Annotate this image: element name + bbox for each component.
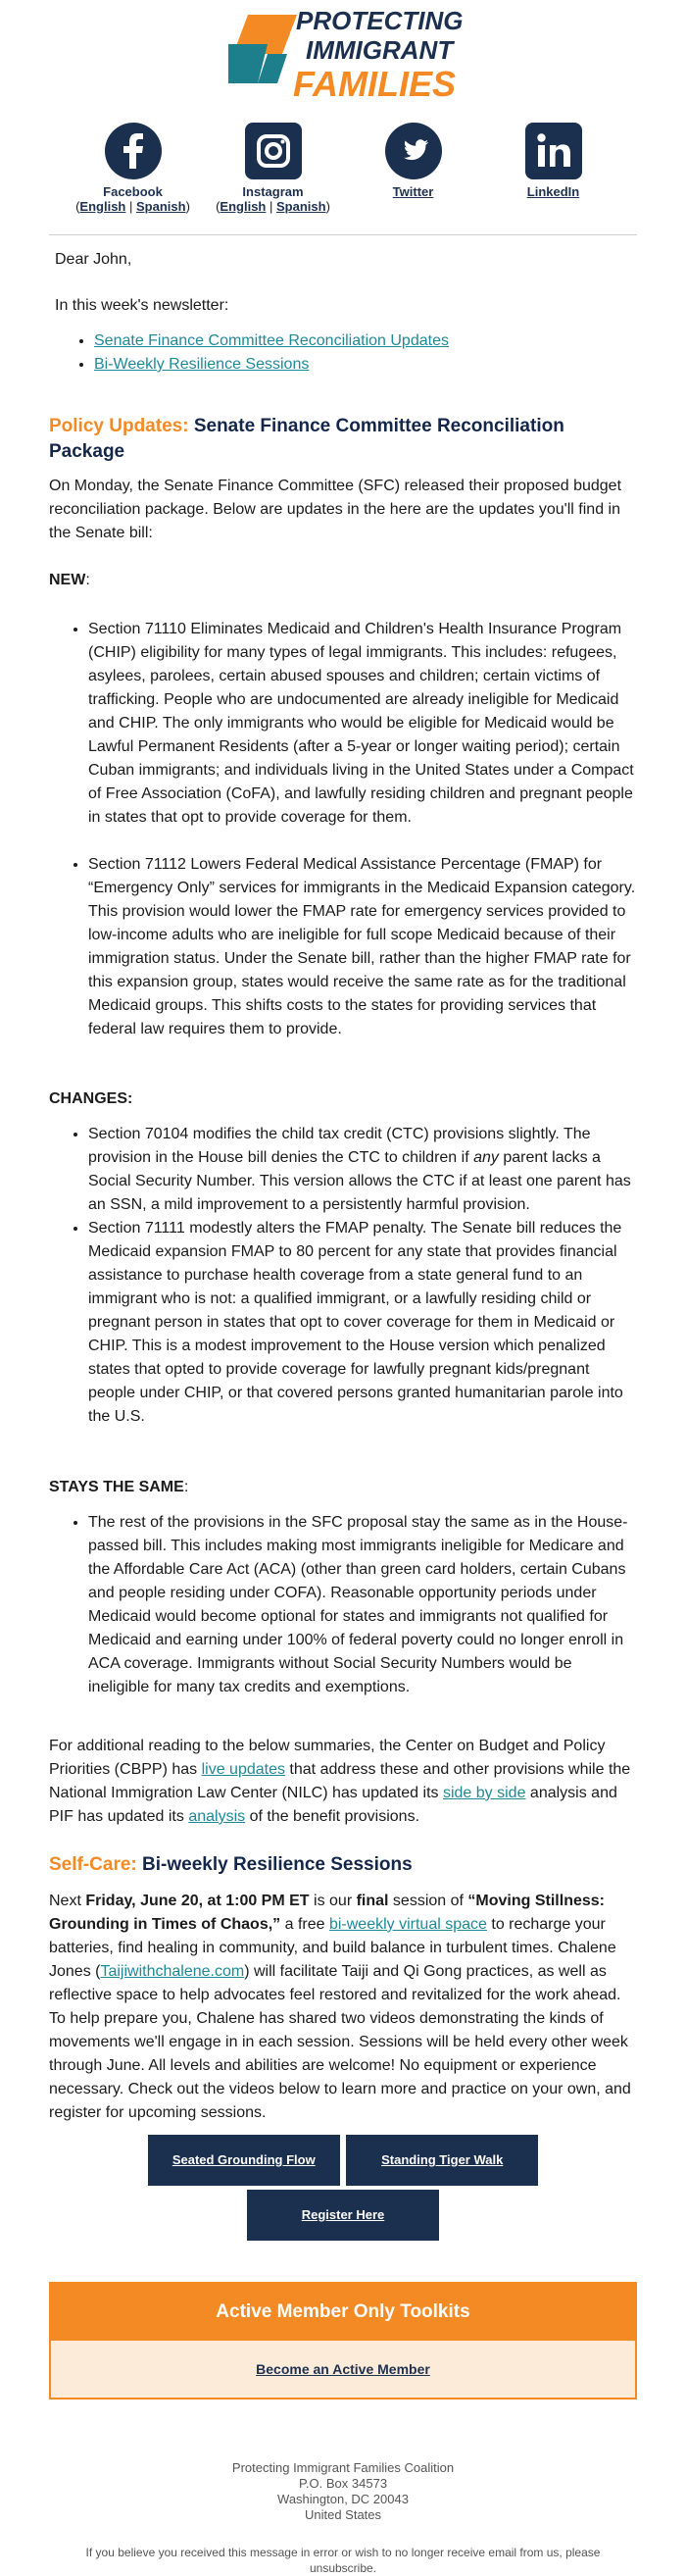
pif-analysis-link[interactable]: analysis [188, 1808, 246, 1825]
newsletter [49, 0, 637, 2576]
instagram-label: Instagram [242, 184, 304, 199]
footer-city: Washington, DC 20043 [277, 2492, 409, 2506]
new-list [49, 618, 637, 1041]
new-item: • Section 71110 Eliminates Medicaid and Children's Health Insurance Program (CHIP) eligibility for many types of legal immigrants. This includes: refugees, asylees, parolees, certain abused spouses and children; certain victims of trafficking. People who are undocumented are already ineligible for Medicaid and CHIP. The only immigrants who would be eligible for Medicaid would be Lawful Permanent Residents (after a 5-year or longer waiting period); certain Cuban immigrants; and individuals living in the United States under a Compact of Free Association (CoFA), and lawfully residing children and pregnant people in states that opt to provide coverage for them. [88, 618, 637, 830]
register-here-button[interactable]: Register Here [247, 2190, 439, 2241]
facebook-separator: | [125, 199, 136, 214]
selfcare-body: Next Friday, June 20, at 1:00 PM ET is our final session of “Moving Stillness: Grounding in Times of Chaos,” a free bi-weekly virtual space to recharge your batteries, find healing in community, and build balance in turbulent times. Chalene Jones (Taijiwithchalene.com) will facilitate Taiji and Qi Gong practices, as well as reflective space to help advocates feel restored and revitalized for the work ahead. To help prepare you, Chalene has shared two videos demonstrating the kinds of movements we'll engage in in each session. Sessions will be held every other week through June. All levels and abilities are welcome! No equipment or experience necessary. Check out the videos below to learn more and practice on your own, and register for upcoming sessions. [49, 1893, 631, 2121]
policy-heading-prefix: Policy Updates: [49, 416, 189, 436]
instagram-icon[interactable] [244, 122, 303, 180]
taiji-website-link[interactable]: Taijiwithchalene.com [100, 1963, 245, 1980]
footer-country: United States [304, 2507, 382, 2522]
facebook-icon[interactable] [104, 122, 163, 180]
instagram-separator: | [266, 199, 276, 214]
toc-link-senate[interactable]: Senate Finance Committee Reconciliation Updates [94, 332, 449, 349]
logo-text [293, 6, 464, 104]
become-active-member-link[interactable]: Become an Active Member [256, 2361, 430, 2377]
toc-item [94, 329, 637, 353]
policy-lead: On Monday, the Senate Finance Committee (SFC) released their proposed budget reconciliation package. Below are updates in the here are the updates you'll find in the Senate bill: [49, 478, 622, 541]
header-divider [49, 234, 637, 235]
selfcare-heading [49, 1852, 637, 1878]
linkedin-link[interactable]: LinkedIn [526, 184, 580, 199]
nilc-side-by-side-link[interactable]: side by side [442, 1785, 526, 1801]
policy-heading-title: Senate Finance Committee Reconciliation Package [49, 416, 564, 462]
standing-tiger-walk-button[interactable]: Standing Tiger Walk [346, 2135, 538, 2186]
change-item: • Section 71111 modestly alters the FMAP penalty. The Senate bill reduces the Medicaid expansion FMAP to 80 percent for any state that provides financial assistance to purchase health coverage from a state general fund to an immigrant who is not: a qualified immigrant, or a lawfully residing child or pregnant person in states that opt to cover coverage for them in Medicaid or CHIP. This is a modest improvement to the House version which penalized states that opted to provide coverage for lawfully pregnant kids/pregnant people under CHIP, or that covered persons granted humanitarian parole into the U.S. [88, 1217, 637, 1429]
social-twitter [355, 122, 472, 214]
footer-address [49, 2460, 637, 2523]
instagram-english-link[interactable]: English [220, 199, 267, 214]
logo-word-2: IMMIGRANT [306, 35, 454, 65]
new-label: NEW: [49, 572, 90, 588]
change-item: • Section 70104 modifies the child tax credit (CTC) provisions slightly. The provision in the House bill denies the CTC to children if any parent lacks a Social Security Number. This version allows the CTC if at least one parent has an SSN, a mild improvement to a persistently harmful provision. [88, 1123, 637, 1217]
social-links [49, 122, 637, 214]
same-label: STAYS THE SAME: [49, 1479, 189, 1495]
social-linkedin [495, 122, 612, 214]
footer-org: Protecting Immigrant Families Coalition [231, 2460, 455, 2475]
same-list [49, 1511, 637, 1699]
selfcare-heading-title: Bi-weekly Resilience Sessions [142, 1854, 413, 1875]
greeting: Dear John, [55, 251, 132, 268]
facebook-english-link[interactable]: English [79, 199, 126, 214]
social-instagram: Instagram (English | Spanish) [215, 122, 332, 214]
same-item: • The rest of the provisions in the SFC proposal stay the same as in the House-passed bill. This includes making most immigrants ineligible for Medicare and the Affordable Care Act (ACA) (other than green card holders, certain Cubans and people residing under COFA). Reasonable opportunity periods under Medicaid would become optional for states and immigrants not qualified for Medicaid and earning under 100% of federal poverty could no longer enroll in ACA coverage. Immigrants without Social Security Numbers would be ineligible for many tax credits and exemptions. [88, 1511, 637, 1699]
social-facebook: Facebook (English | Spanish) [74, 122, 192, 214]
virtual-space-link[interactable]: bi-weekly virtual space [328, 1916, 487, 1933]
new-item: • Section 71112 Lowers Federal Medical Assistance Percentage (FMAP) for “Emergency Only” services for immigrants in the Medicaid Expansion category. This provision would lower the FMAP rate for emergency services provided to low-income adults who are ineligible for full scope Medicaid because of their immigration status. Under the Senate bill, rather than the higher FMAP rate for this expansion group, states would receive the same rate as for the traditional Medicaid groups. This shifts costs to the states for providing services that federal law requires them to provide. [88, 853, 637, 1041]
changes-list [49, 1123, 637, 1429]
logo-word-3: FAMILIES [293, 64, 457, 104]
intro: In this week's newsletter: [55, 297, 229, 314]
footer-pobox: P.O. Box 34573 [298, 2476, 388, 2491]
policy-heading [49, 414, 637, 465]
register-row [49, 2190, 637, 2241]
logo-mark [228, 15, 297, 83]
footer-notice: If you believe you received this message in error or wish to no longer receive email from us, please unsubscribe. [85, 2546, 601, 2575]
changes-label: CHANGES: [49, 1090, 133, 1107]
toolkit-body [51, 2341, 635, 2398]
seated-grounding-flow-button[interactable]: Seated Grounding Flow [148, 2135, 340, 2186]
video-buttons [49, 2135, 637, 2186]
cbpp-live-updates-link[interactable]: live updates [201, 1761, 285, 1778]
linkedin-icon[interactable] [524, 122, 583, 180]
toolkit-box [49, 2282, 637, 2399]
instagram-spanish-link[interactable]: Spanish [275, 199, 326, 214]
logo [49, 0, 637, 122]
facebook-spanish-link[interactable]: Spanish [135, 199, 186, 214]
additional-reading: For additional reading to the below summaries, the Center on Budget and Policy Priorities (CBPP) has live updates that address these and other provisions while the National Immigration Law Center (NILC) has updated its side by side analysis and PIF has updated its analysis of the benefit provisions. [49, 1738, 631, 1825]
facebook-label: Facebook [103, 184, 163, 199]
twitter-link[interactable]: Twitter [392, 184, 434, 199]
twitter-icon[interactable] [384, 122, 443, 180]
logo-word-1: PROTECTING [296, 6, 464, 35]
toc-link-resilience[interactable]: Bi-Weekly Resilience Sessions [94, 356, 310, 373]
toolkit-title: Active Member Only Toolkits [51, 2284, 635, 2341]
toc-item [94, 353, 637, 377]
toc-list [49, 329, 637, 377]
selfcare-heading-prefix: Self-Care: [49, 1854, 137, 1875]
